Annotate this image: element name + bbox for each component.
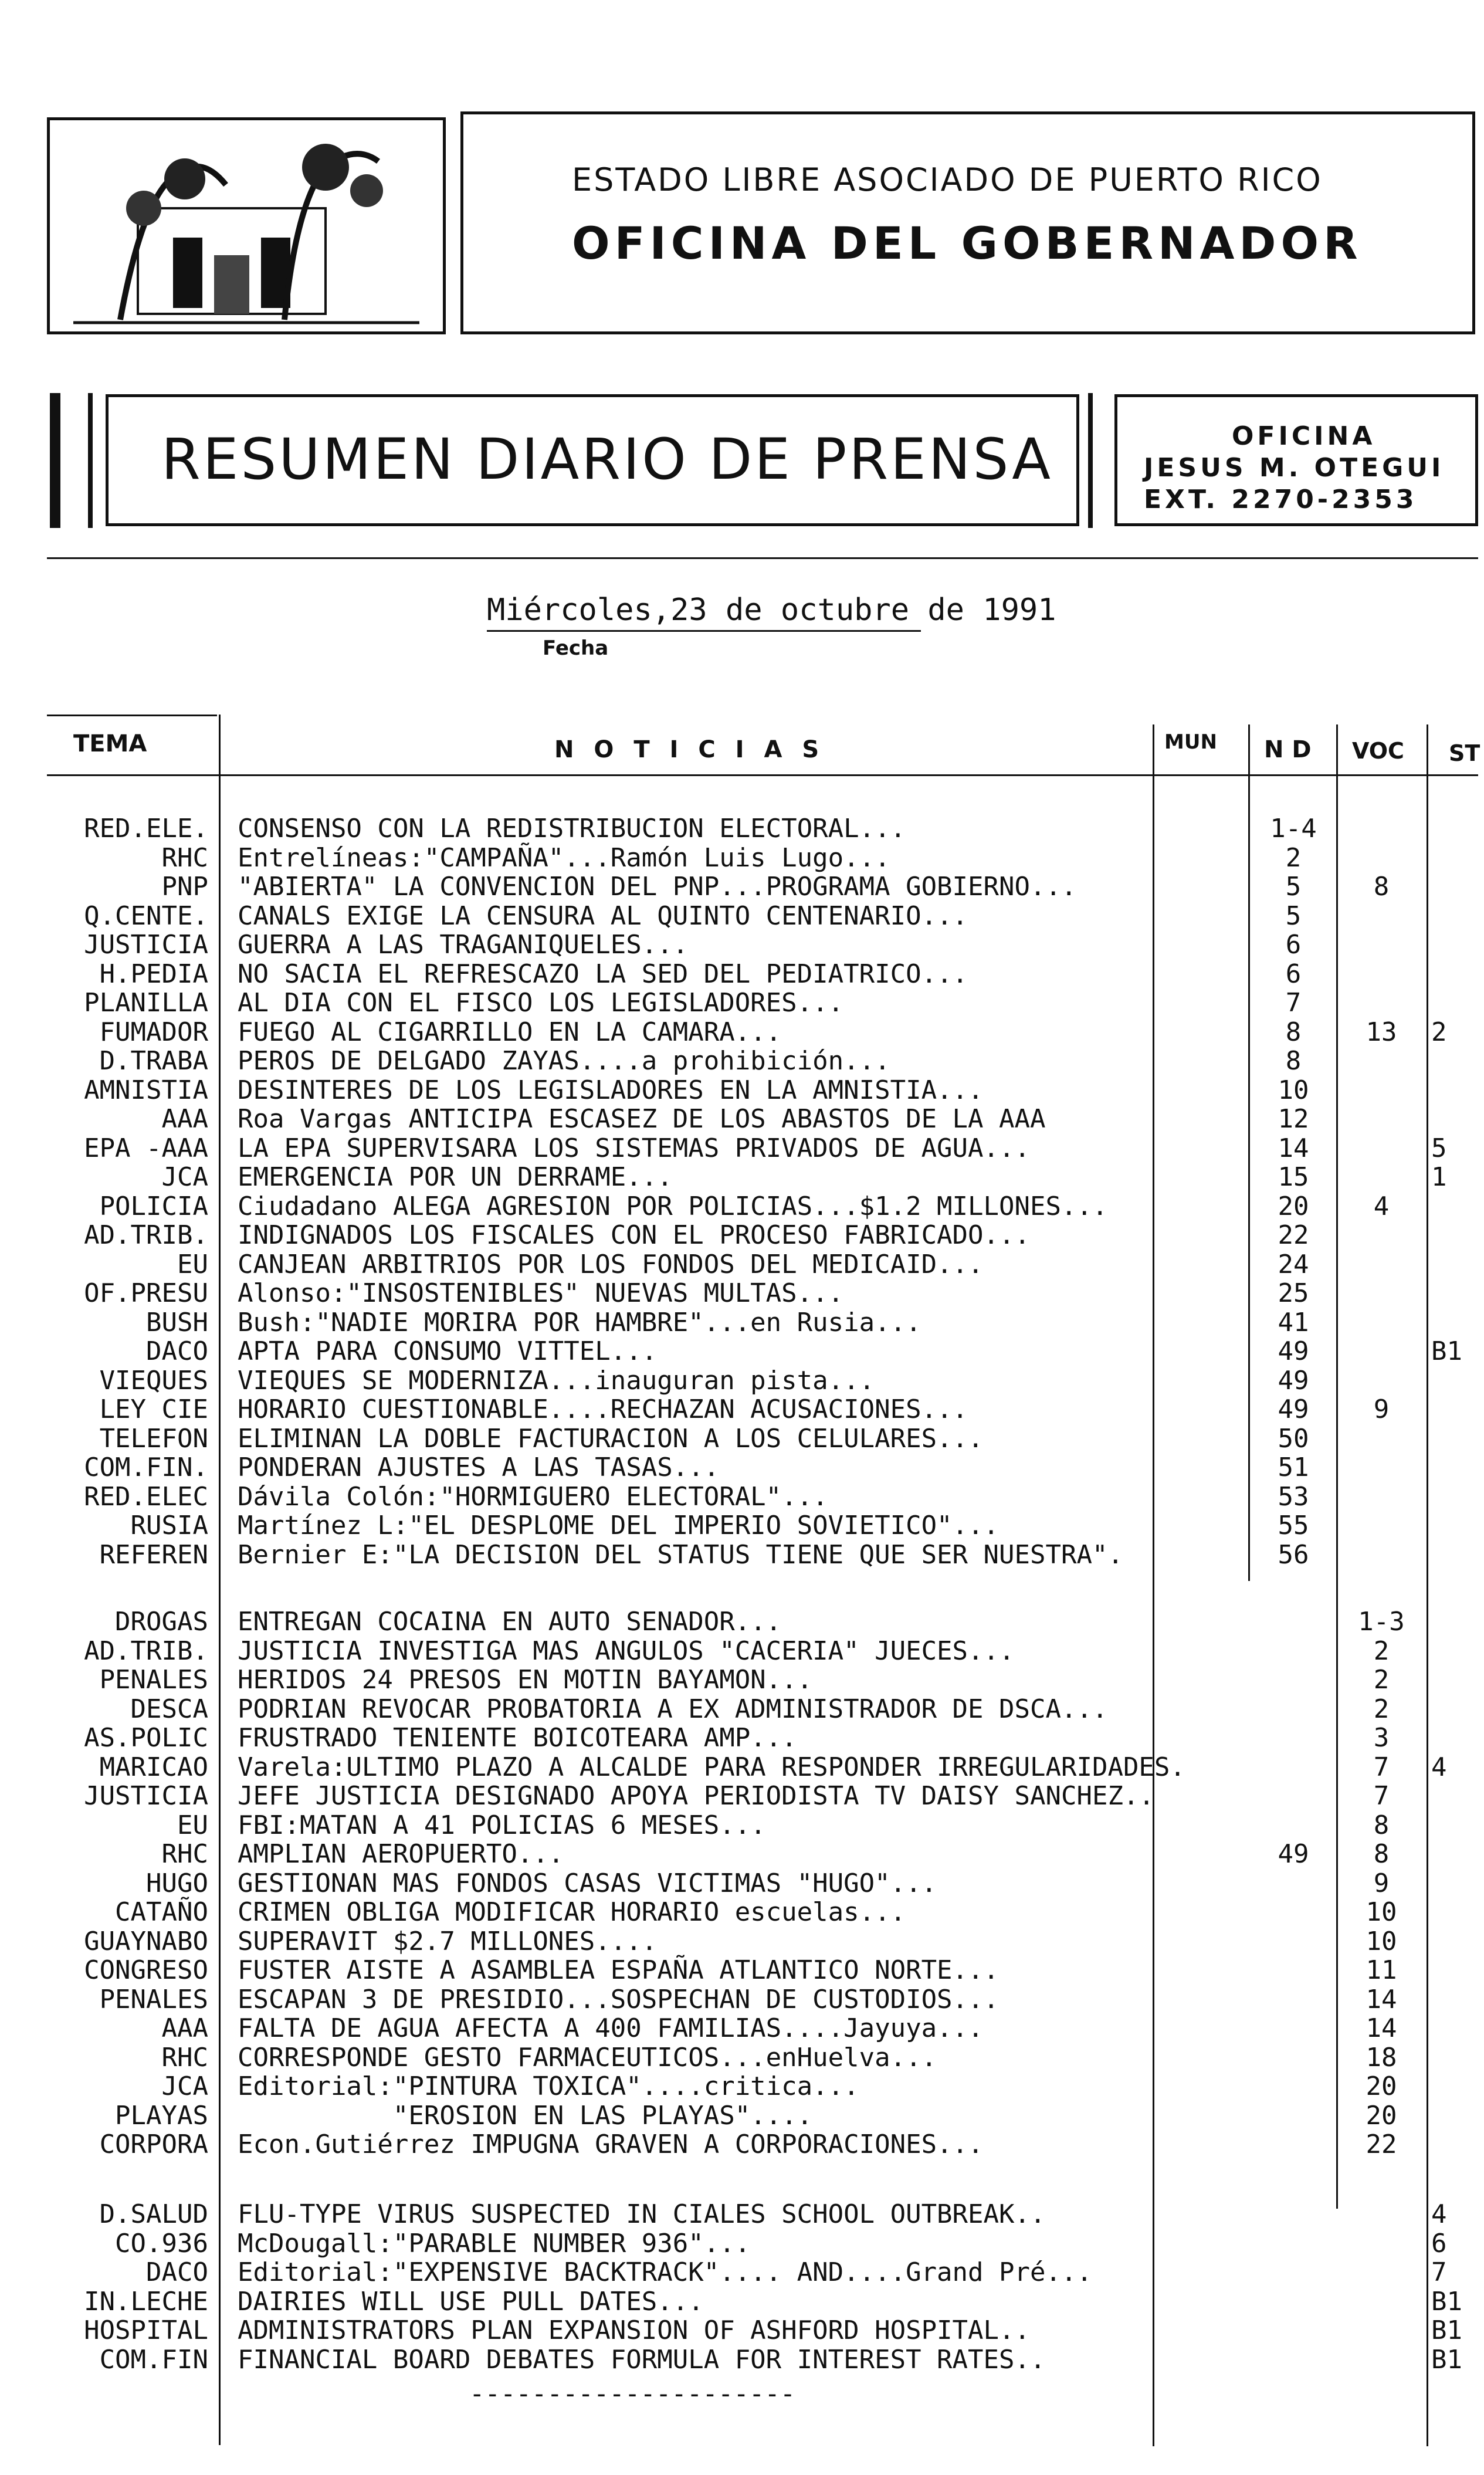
cell-nd: 24 [1278, 1249, 1309, 1279]
title-underline [47, 557, 1478, 559]
cell-voc: 7 [1373, 1752, 1390, 1782]
cell-tema: COM.FIN. [84, 1453, 208, 1482]
cell-tema: DROGAS [115, 1607, 208, 1637]
cell-tema: RHC [161, 1839, 208, 1869]
cell-tema: RHC [161, 842, 208, 873]
cell-noticia: ENTREGAN COCAINA EN AUTO SENADOR... [238, 1607, 782, 1637]
cell-tema: PNP [161, 872, 208, 902]
cell-tema: AAA [161, 1104, 208, 1134]
cell-tema: HOSPITAL [84, 2315, 208, 2345]
cell-noticia: FINANCIAL BOARD DEBATES FORMULA FOR INTEREST RATES.. [238, 2344, 1046, 2375]
cell-noticia: PODRIAN REVOCAR PROBATORIA A EX ADMINISTRADOR DE DSCA... [238, 1694, 1108, 1724]
cell-voc [1343, 1279, 1419, 1308]
cell-tema: RHC [161, 2042, 208, 2073]
header-line2: OFICINA DEL GOBERNADOR [572, 217, 1363, 269]
cell-nd [1255, 2229, 1331, 2259]
cell-voc [1343, 1163, 1419, 1192]
cell-tema: RUSIA [130, 1511, 208, 1540]
cell-nd: 12 [1278, 1104, 1309, 1134]
cell-voc: 18 [1366, 2042, 1397, 2073]
cell-voc [1343, 1366, 1419, 1396]
cell-tema: VIEQUES [99, 1365, 208, 1396]
page-title: RESUMEN DIARIO DE PRENSA [161, 426, 1053, 492]
cell-st: 4 [1431, 1752, 1447, 1782]
cell-nd: 25 [1278, 1278, 1309, 1308]
cell-voc: 8 [1373, 1810, 1390, 1840]
cell-voc: 13 [1366, 1017, 1397, 1047]
cell-voc [1343, 2316, 1419, 2345]
cell-noticia: PEROS DE DELGADO ZAYAS....a prohibición... [238, 1046, 890, 1076]
cell-voc: 20 [1366, 2100, 1397, 2131]
cell-tema: EPA -AAA [84, 1133, 208, 1163]
col-st: ST [1449, 740, 1480, 766]
divider-nd [1336, 724, 1338, 2209]
cell-nd: 55 [1278, 1511, 1309, 1540]
cell-voc [1343, 1076, 1419, 1105]
cell-tema: DACO [146, 1336, 208, 1366]
cell-tema: EU [177, 1249, 208, 1279]
cell-tema: JUSTICIA [84, 1781, 208, 1811]
cell-nd [1255, 1927, 1331, 1956]
title-left-bar [50, 393, 60, 528]
cell-noticia: EMERGENCIA POR UN DERRAME... [238, 1162, 673, 1192]
cell-noticia: Varela:ULTIMO PLAZO A ALCALDE PARA RESPONDER IRREGULARIDADES. [238, 1752, 1185, 1782]
cell-voc [1343, 2345, 1419, 2375]
cell-nd [1255, 1607, 1331, 1637]
date-value: Miércoles,23 de octubre de 1991 [487, 592, 1056, 628]
cell-noticia: CANJEAN ARBITRIOS POR LOS FONDOS DEL MEDICAID... [238, 1249, 984, 1279]
cell-tema: EU [177, 1810, 208, 1840]
cell-voc [1343, 1453, 1419, 1482]
cell-nd [1255, 2130, 1331, 2159]
cell-st: 4 [1431, 2199, 1447, 2229]
cell-tema: Q.CENTE. [84, 900, 208, 931]
cell-nd [1255, 1637, 1331, 1666]
cell-voc: 10 [1366, 1926, 1397, 1956]
divider-voc [1427, 724, 1428, 2446]
col-tema: TEMA [73, 730, 147, 757]
cell-voc [1343, 1511, 1419, 1540]
cell-noticia: Dávila Colón:"HORMIGUERO ELECTORAL"... [238, 1481, 828, 1512]
cell-nd [1255, 2258, 1331, 2287]
cell-nd: 20 [1278, 1191, 1309, 1221]
office-line2: JESUS M. OTEGUI [1144, 453, 1445, 483]
cell-noticia: ESCAPAN 3 DE PRESIDIO...SOSPECHAN DE CUSTODIOS... [238, 1984, 1000, 2014]
cell-tema: POLICIA [99, 1191, 208, 1221]
cell-noticia: APTA PARA CONSUMO VITTEL... [238, 1336, 658, 1366]
cell-noticia: CANALS EXIGE LA CENSURA AL QUINTO CENTENARIO... [238, 900, 968, 931]
cell-noticia: HERIDOS 24 PRESOS EN MOTIN BAYAMON... [238, 1665, 813, 1695]
cell-tema: AAA [161, 2013, 208, 2043]
cell-tema: COM.FIN [99, 2344, 208, 2375]
cell-st: 6 [1431, 2228, 1447, 2259]
cell-voc [1343, 1134, 1419, 1163]
cell-voc [1343, 930, 1419, 960]
cell-voc [1343, 1424, 1419, 1454]
cell-tema: LEY CIE [99, 1394, 208, 1424]
building-seal-image [50, 120, 443, 331]
col-voc: VOC [1352, 738, 1404, 764]
cell-nd [1255, 1869, 1331, 1898]
cell-tema: JCA [161, 2071, 208, 2101]
cell-voc: 3 [1373, 1723, 1390, 1753]
col-mun: MUN [1164, 730, 1217, 754]
cell-noticia: JEFE JUSTICIA DESIGNADO APOYA PERIODISTA TV DAISY SANCHEZ.. [238, 1781, 1154, 1811]
cell-tema: AD.TRIB. [84, 1220, 208, 1250]
cell-noticia: LA EPA SUPERVISARA LOS SISTEMAS PRIVADOS DE AGUA... [238, 1133, 1031, 1163]
cell-nd: 8 [1285, 1017, 1302, 1047]
cell-voc [1343, 1540, 1419, 1570]
cell-voc: 2 [1373, 1665, 1390, 1695]
cell-noticia: CONSENSO CON LA REDISTRIBUCION ELECTORAL... [238, 814, 906, 844]
cell-voc: 7 [1373, 1781, 1390, 1811]
cell-st: 7 [1431, 2257, 1447, 2287]
cell-tema: D.TRABA [99, 1046, 208, 1076]
cell-tema: BUSH [146, 1307, 208, 1338]
cell-voc [1343, 960, 1419, 989]
cell-nd [1255, 2287, 1331, 2317]
cell-noticia: "EROSION EN LAS PLAYAS".... [238, 2100, 813, 2131]
cell-nd [1255, 2200, 1331, 2229]
cell-voc: 2 [1373, 1636, 1390, 1666]
cell-noticia: Roa Vargas ANTICIPA ESCASEZ DE LOS ABASTOS DE LA AAA [238, 1104, 1046, 1134]
cell-tema: DESCA [130, 1694, 208, 1724]
header-line1: ESTADO LIBRE ASOCIADO DE PUERTO RICO [572, 161, 1323, 198]
cell-nd: 49 [1278, 1365, 1309, 1396]
cell-voc: 2 [1373, 1694, 1390, 1724]
cell-tema: GUAYNABO [84, 1926, 208, 1956]
cell-nd [1255, 1985, 1331, 2014]
cell-noticia: "ABIERTA" LA CONVENCION DEL PNP...PROGRAMA GOBIERNO... [238, 872, 1077, 902]
cell-tema: AS.POLIC [84, 1723, 208, 1753]
cell-tema: JUSTICIA [84, 930, 208, 960]
cell-tema: OF.PRESU [84, 1278, 208, 1308]
cell-voc: 11 [1366, 1955, 1397, 1985]
cell-voc: 9 [1373, 1868, 1390, 1898]
divider-noticias [1153, 724, 1154, 2446]
cell-noticia: ADMINISTRATORS PLAN EXPANSION OF ASHFORD HOSPITAL.. [238, 2315, 1031, 2345]
government-header-box [460, 111, 1475, 334]
cell-nd [1255, 2345, 1331, 2375]
cell-nd: 41 [1278, 1307, 1309, 1338]
title-box [106, 394, 1079, 526]
cell-nd: 1-4 [1270, 814, 1317, 844]
cell-voc [1343, 2229, 1419, 2259]
cell-voc [1343, 2200, 1419, 2229]
cell-tema: CONGRESO [84, 1955, 208, 1985]
cell-noticia: Editorial:"PINTURA TOXICA"....critica... [238, 2071, 859, 2101]
cell-noticia: Ciudadano ALEGA AGRESION POR POLICIAS...$1.2 MILLONES... [238, 1191, 1108, 1221]
cell-voc [1343, 2287, 1419, 2317]
cell-nd: 49 [1278, 1394, 1309, 1424]
cell-st: 2 [1431, 1017, 1447, 1047]
seal-box [47, 117, 446, 334]
cell-nd: 5 [1285, 900, 1302, 931]
cell-voc [1343, 1482, 1419, 1512]
cell-tema: CORPORA [99, 2129, 208, 2159]
cell-voc: 14 [1366, 2013, 1397, 2043]
cell-voc [1343, 902, 1419, 931]
footer-rule: --------------------- [469, 2379, 796, 2409]
cell-tema: RED.ELEC [84, 1481, 208, 1512]
cell-voc [1343, 988, 1419, 1018]
cell-noticia: FUEGO AL CIGARRILLO EN LA CAMARA... [238, 1017, 782, 1047]
divider-tema [219, 715, 221, 2445]
cell-nd [1255, 1956, 1331, 1985]
cell-nd [1255, 2014, 1331, 2043]
cell-st: B1 [1431, 1336, 1462, 1366]
cell-noticia: FALTA DE AGUA AFECTA A 400 FAMILIAS....Jayuya... [238, 2013, 984, 2043]
cell-noticia: DAIRIES WILL USE PULL DATES... [238, 2286, 704, 2317]
cell-voc [1343, 1047, 1419, 1076]
cell-voc [1343, 2258, 1419, 2287]
office-line1: OFICINA [1232, 421, 1376, 451]
cell-nd [1255, 1811, 1331, 1840]
cell-nd: 22 [1278, 1220, 1309, 1250]
date-underline [487, 630, 921, 632]
cell-voc [1343, 844, 1419, 873]
cell-tema: D.SALUD [99, 2199, 208, 2229]
cell-noticia: HORARIO CUESTIONABLE....RECHAZAN ACUSACIONES... [238, 1394, 968, 1424]
cell-tema: RED.ELE. [84, 814, 208, 844]
cell-nd: 2 [1285, 842, 1302, 873]
cell-tema: AMNISTIA [84, 1075, 208, 1105]
cell-nd: 50 [1278, 1423, 1309, 1454]
col-noticias: N O T I C I A S [554, 736, 825, 763]
cell-noticia: VIEQUES SE MODERNIZA...inauguran pista... [238, 1365, 875, 1396]
cell-noticia: AMPLIAN AEROPUERTO... [238, 1839, 564, 1869]
cell-voc: 22 [1366, 2129, 1397, 2159]
cell-st: B1 [1431, 2286, 1462, 2317]
cell-voc: 8 [1373, 1839, 1390, 1869]
cell-voc: 4 [1373, 1191, 1390, 1221]
cell-noticia: FBI:MATAN A 41 POLICIAS 6 MESES... [238, 1810, 766, 1840]
cell-noticia: GESTIONAN MAS FONDOS CASAS VICTIMAS "HUGO"... [238, 1868, 937, 1898]
cell-noticia: JUSTICIA INVESTIGA MAS ANGULOS "CACERIA" JUECES... [238, 1636, 1015, 1666]
cell-voc [1343, 1308, 1419, 1338]
cell-tema: MARICAO [99, 1752, 208, 1782]
cell-nd: 7 [1285, 988, 1302, 1018]
cell-voc: 9 [1373, 1394, 1390, 1424]
cell-st: 1 [1431, 1162, 1447, 1192]
cell-nd [1255, 1782, 1331, 1811]
cell-noticia: McDougall:"PARABLE NUMBER 936"... [238, 2228, 751, 2259]
cell-noticia: Bush:"NADIE MORIRA POR HAMBRE"...en Rusia... [238, 1307, 921, 1338]
cell-tema: PENALES [99, 1665, 208, 1695]
cell-nd: 56 [1278, 1539, 1309, 1570]
cell-tema: TELEFON [99, 1423, 208, 1454]
cell-nd [1255, 2101, 1331, 2131]
cell-noticia: PONDERAN AJUSTES A LAS TASAS... [238, 1453, 720, 1482]
cell-voc [1343, 1221, 1419, 1250]
cell-noticia: Entrelíneas:"CAMPAÑA"...Ramón Luis Lugo... [238, 842, 890, 873]
cell-st: B1 [1431, 2344, 1462, 2375]
cell-tema: AD.TRIB. [84, 1636, 208, 1666]
cell-noticia: Martínez L:"EL DESPLOME DEL IMPERIO SOVIETICO"... [238, 1511, 1000, 1540]
cell-tema: DACO [146, 2257, 208, 2287]
cell-nd: 49 [1278, 1839, 1309, 1869]
cell-nd [1255, 1753, 1331, 1782]
cell-st: B1 [1431, 2315, 1462, 2345]
cell-voc: 14 [1366, 1984, 1397, 2014]
cell-noticia: FUSTER AISTE A ASAMBLEA ESPAÑA ATLANTICO NORTE... [238, 1955, 1000, 1985]
title-right-bar [1088, 393, 1093, 528]
cell-noticia: CRIMEN OBLIGA MODIFICAR HORARIO escuelas... [238, 1897, 906, 1927]
cell-nd [1255, 2043, 1331, 2073]
cell-noticia: FRUSTRADO TENIENTE BOICOTEARA AMP... [238, 1723, 797, 1753]
cell-noticia: Alonso:"INSOSTENIBLES" NUEVAS MULTAS... [238, 1278, 844, 1308]
cell-nd [1255, 1695, 1331, 1724]
cell-nd: 5 [1285, 872, 1302, 902]
cell-voc [1343, 1250, 1419, 1279]
cell-noticia: Editorial:"EXPENSIVE BACKTRACK".... AND....Grand Pré... [238, 2257, 1092, 2287]
cell-noticia: GUERRA A LAS TRAGANIQUELES... [238, 930, 689, 960]
header-rule [47, 774, 1478, 776]
cell-nd [1255, 1898, 1331, 1927]
cell-noticia: NO SACIA EL REFRESCAZO LA SED DEL PEDIATRICO... [238, 959, 968, 989]
cell-tema: HUGO [146, 1868, 208, 1898]
cell-nd [1255, 2316, 1331, 2345]
cell-tema: PLAYAS [115, 2100, 208, 2131]
cell-tema: CO.936 [115, 2228, 208, 2259]
col-nd: N D [1264, 736, 1312, 763]
cell-tema: CATAÑO [115, 1897, 208, 1927]
cell-nd: 8 [1285, 1046, 1302, 1076]
cell-nd: 53 [1278, 1481, 1309, 1512]
cell-noticia: Econ.Gutiérrez IMPUGNA GRAVEN A CORPORACIONES... [238, 2129, 984, 2159]
office-line3: EXT. 2270-2353 [1144, 485, 1418, 514]
cell-noticia: Bernier E:"LA DECISION DEL STATUS TIENE QUE SER NUESTRA". [238, 1539, 1123, 1570]
office-box [1114, 394, 1478, 526]
divider-mun [1248, 724, 1250, 1581]
cell-noticia: SUPERAVIT $2.7 MILLONES.... [238, 1926, 658, 1956]
cell-tema: REFEREN [99, 1539, 208, 1570]
cell-nd [1255, 1665, 1331, 1695]
cell-tema: IN.LECHE [84, 2286, 208, 2317]
date-label: Fecha [543, 636, 609, 660]
table-top-rule [47, 715, 217, 716]
cell-voc [1343, 1105, 1419, 1134]
cell-noticia: ELIMINAN LA DOBLE FACTURACION A LOS CELULARES... [238, 1423, 984, 1454]
cell-nd: 6 [1285, 959, 1302, 989]
cell-voc: 1-3 [1358, 1607, 1405, 1637]
cell-tema: PLANILLA [84, 988, 208, 1018]
cell-noticia: AL DIA CON EL FISCO LOS LEGISLADORES... [238, 988, 844, 1018]
cell-noticia: FLU-TYPE VIRUS SUSPECTED IN CIALES SCHOOL OUTBREAK.. [238, 2199, 1046, 2229]
cell-tema: PENALES [99, 1984, 208, 2014]
cell-nd: 6 [1285, 930, 1302, 960]
cell-nd: 15 [1278, 1162, 1309, 1192]
cell-nd: 49 [1278, 1336, 1309, 1366]
cell-voc [1343, 814, 1419, 844]
cell-voc: 10 [1366, 1897, 1397, 1927]
cell-noticia: DESINTERES DE LOS LEGISLADORES EN LA AMNISTIA... [238, 1075, 984, 1105]
cell-nd [1255, 2072, 1331, 2101]
cell-tema: FUMADOR [99, 1017, 208, 1047]
cell-voc [1343, 1337, 1419, 1366]
cell-tema: JCA [161, 1162, 208, 1192]
cell-nd [1255, 1724, 1331, 1753]
title-left-bar2 [88, 393, 93, 528]
cell-noticia: INDIGNADOS LOS FISCALES CON EL PROCESO FABRICADO... [238, 1220, 1031, 1250]
cell-voc: 8 [1373, 872, 1390, 902]
cell-st: 5 [1431, 1133, 1447, 1163]
cell-nd: 51 [1278, 1453, 1309, 1482]
cell-voc: 20 [1366, 2071, 1397, 2101]
cell-nd: 10 [1278, 1075, 1309, 1105]
cell-tema: H.PEDIA [99, 959, 208, 989]
cell-nd: 14 [1278, 1133, 1309, 1163]
cell-noticia: CORRESPONDE GESTO FARMACEUTICOS...enHuelva... [238, 2042, 937, 2073]
